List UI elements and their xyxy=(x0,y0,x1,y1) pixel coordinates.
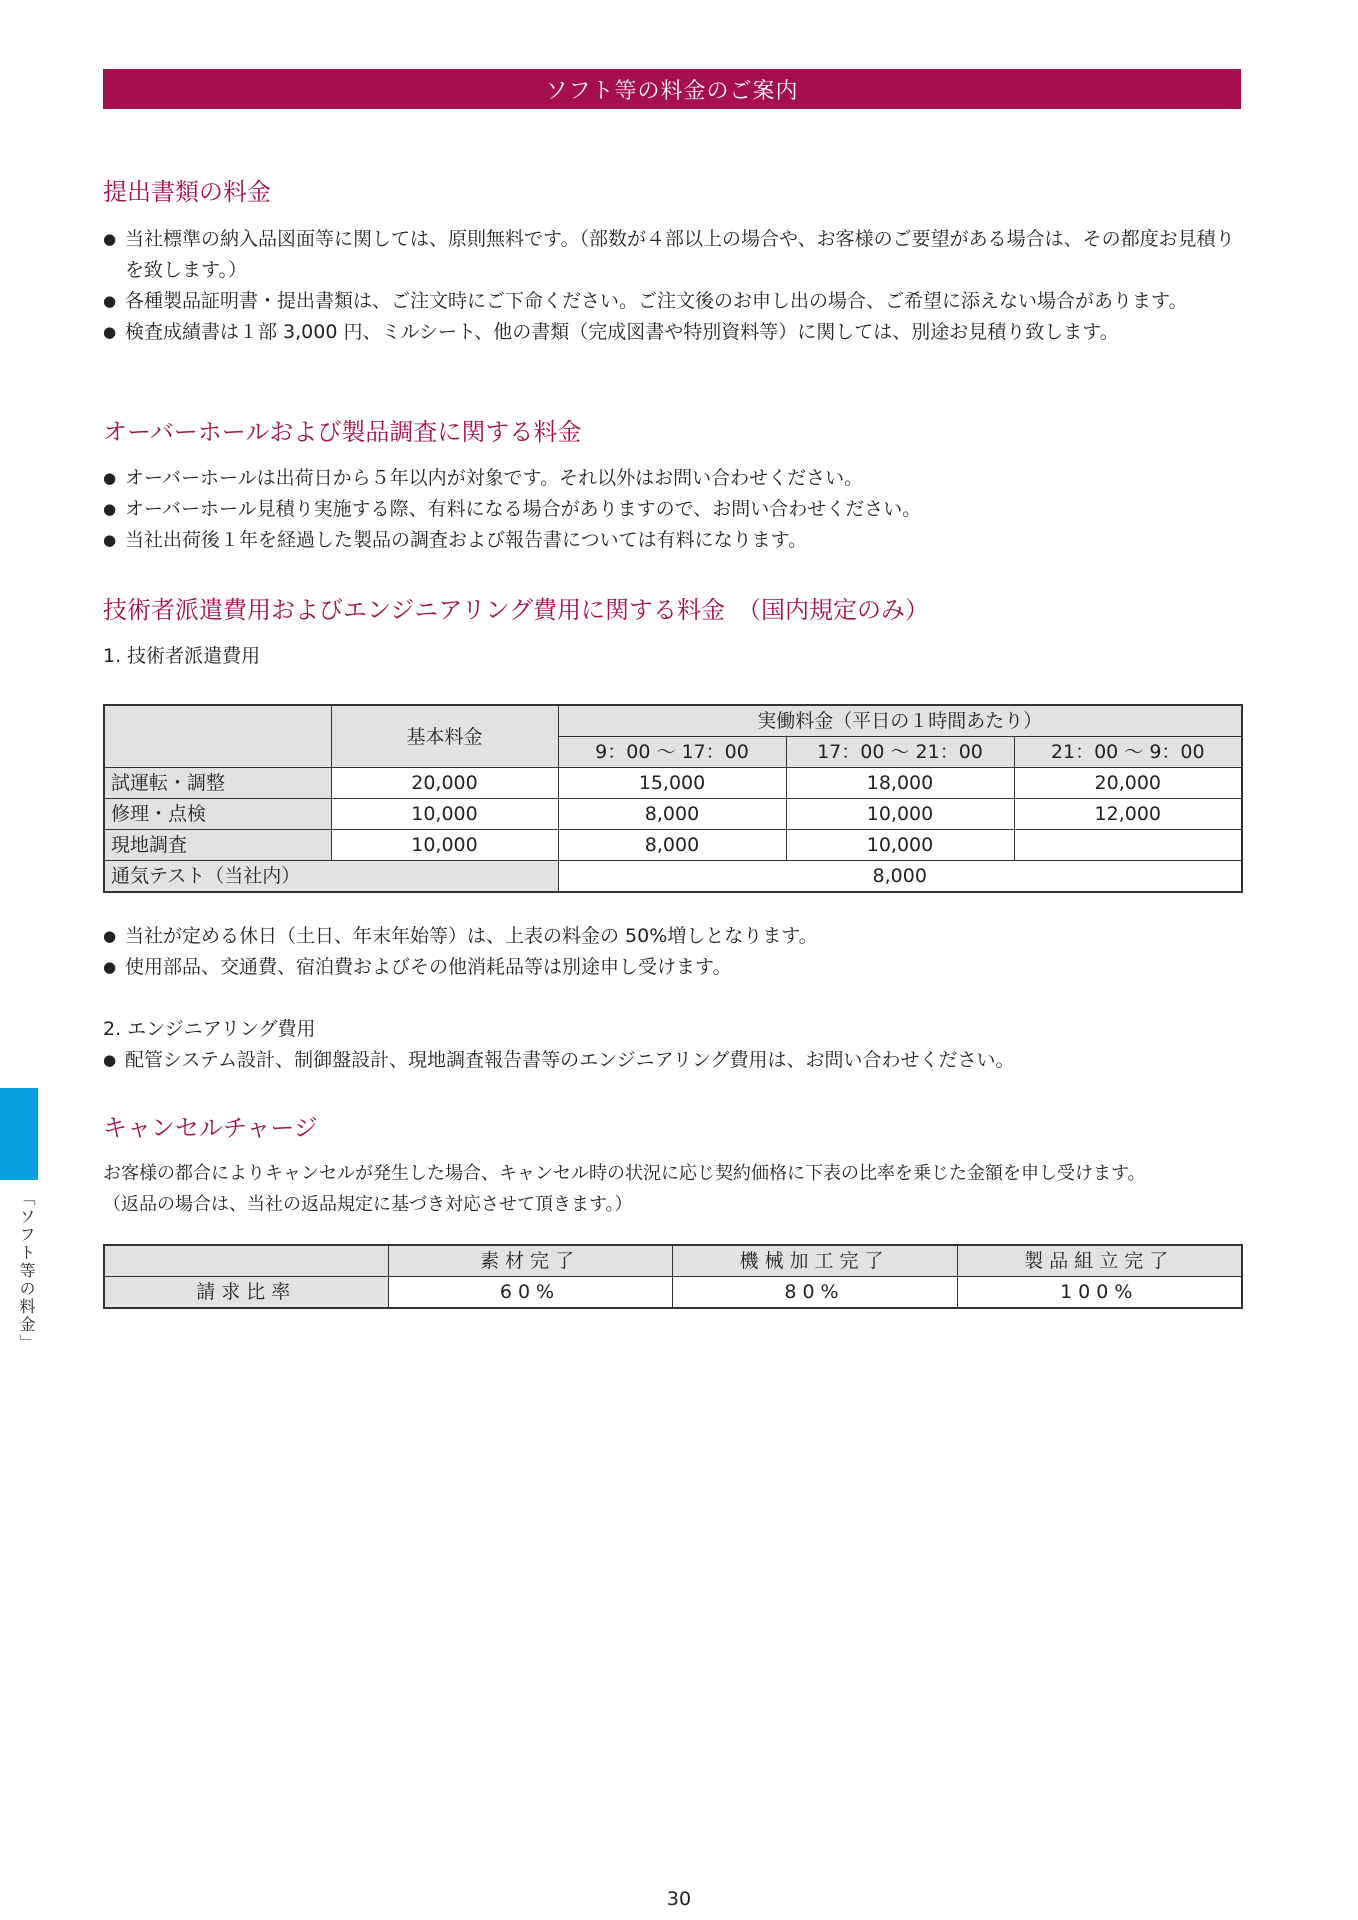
table-row xyxy=(104,768,1242,799)
fee-cell: 8,000 xyxy=(558,799,786,830)
list-item: ● オーバーホール見積り実施する際、有料になる場合がありますので、お問い合わせください。 xyxy=(103,494,1253,525)
engineering-subheading: 2. エンジニアリング費用 xyxy=(103,1018,316,1040)
base-fee-cell: 10,000 xyxy=(331,799,558,830)
base-fee-cell: 20,000 xyxy=(331,768,558,799)
stage-header: 製品組立完了 xyxy=(957,1245,1242,1277)
page-banner: ソフト等の料金のご案内 xyxy=(103,69,1241,109)
list-item: ● 当社出荷後１年を経過した製品の調査および報告書については有料になります。 xyxy=(103,525,1253,556)
cancel-paragraph: お客様の都合によりキャンセルが発生した場合、キャンセル時の状況に応じ契約価格に下表の比率を乗じた金額を申し受けます。 xyxy=(103,1163,1146,1184)
cancel-charge-table xyxy=(103,1244,1243,1309)
table-row xyxy=(104,830,1242,861)
stage-header: 機械加工完了 xyxy=(672,1245,957,1277)
vent-test-label: 通気テスト（当社内） xyxy=(104,861,558,893)
documents-heading: 提出書類の料金 xyxy=(103,178,271,206)
ratio-cell: 80% xyxy=(672,1277,957,1309)
fee-cell: 10,000 xyxy=(786,799,1014,830)
row-label: 試運転・調整 xyxy=(104,768,331,799)
row-label: 修理・点検 xyxy=(104,799,331,830)
fee-cell xyxy=(1014,830,1242,861)
list-item: ● オーバーホールは出荷日から５年以内が対象です。それ以外はお問い合わせください。 xyxy=(103,463,1253,494)
fee-cell: 12,000 xyxy=(1014,799,1242,830)
list-item: ● 使用部品、交通費、宿泊費およびその他消耗品等は別途申し受けます。 xyxy=(103,952,1253,983)
time-slot-header: 21：00 ～ 9：00 xyxy=(1014,737,1242,768)
ratio-cell: 60% xyxy=(388,1277,672,1309)
actual-fee-header: 実働料金（平日の１時間あたり） xyxy=(558,705,1242,737)
dispatch-subheading: 1. 技術者派遣費用 xyxy=(103,645,261,667)
row-label: 現地調査 xyxy=(104,830,331,861)
list-item: ● 配管システム設計、制御盤設計、現地調査報告書等のエンジニアリング費用は、お問い合わせください。 xyxy=(103,1045,1253,1076)
page-number: 30 xyxy=(666,1888,692,1910)
side-index-tab xyxy=(0,1088,38,1180)
ratio-cell: 100% xyxy=(957,1277,1242,1309)
side-index-label: 「ソフト等の料金」 xyxy=(17,1190,36,1352)
table-row xyxy=(104,861,1242,893)
table-corner-cell xyxy=(104,1245,388,1277)
row-label: 請求比率 xyxy=(104,1277,388,1309)
fee-cell: 10,000 xyxy=(786,830,1014,861)
fee-cell: 20,000 xyxy=(1014,768,1242,799)
list-item: ● 各種製品証明書・提出書類は、ご注文時にご下命ください。ご注文後のお申し出の場合、ご希望に添えない場合があります。 xyxy=(103,286,1253,317)
vent-test-fee: 8,000 xyxy=(558,861,1242,893)
list-item: ● 検査成績書は１部 3,000 円、ミルシート、他の書類（完成図書や特別資料等）に関しては、別途お見積り致します。 xyxy=(103,317,1253,348)
table-row xyxy=(104,799,1242,830)
fee-cell: 8,000 xyxy=(558,830,786,861)
documents-bullet-list xyxy=(103,224,1253,348)
table-row xyxy=(104,1277,1242,1309)
cancel-heading: キャンセルチャージ xyxy=(103,1114,318,1142)
table-corner-cell xyxy=(104,705,331,768)
dispatch-fee-table xyxy=(103,704,1243,893)
engineer-heading: 技術者派遣費用およびエンジニアリング費用に関する料金 （国内規定のみ） xyxy=(103,596,929,624)
list-item: ● 当社標準の納入品図面等に関しては、原則無料です。（部数が４部以上の場合や、お客様のご要望がある場合は、その都度お見積りを致します。） xyxy=(103,224,1253,286)
base-fee-header: 基本料金 xyxy=(331,705,558,768)
fee-cell: 18,000 xyxy=(786,768,1014,799)
stage-header: 素材完了 xyxy=(388,1245,672,1277)
dispatch-notes-list xyxy=(103,921,1253,983)
engineering-bullet-list xyxy=(103,1045,1253,1076)
fee-cell: 15,000 xyxy=(558,768,786,799)
time-slot-header: 17：00 ～ 21：00 xyxy=(786,737,1014,768)
overhaul-bullet-list xyxy=(103,463,1253,556)
list-item: ● 当社が定める休日（土日、年末年始等）は、上表の料金の 50%増しとなります。 xyxy=(103,921,1253,952)
overhaul-heading: オーバーホールおよび製品調査に関する料金 xyxy=(103,418,582,446)
base-fee-cell: 10,000 xyxy=(331,830,558,861)
cancel-return-note: （返品の場合は、当社の返品規定に基づき対応させて頂きます。） xyxy=(103,1194,633,1215)
time-slot-header: 9：00 ～ 17：00 xyxy=(558,737,786,768)
